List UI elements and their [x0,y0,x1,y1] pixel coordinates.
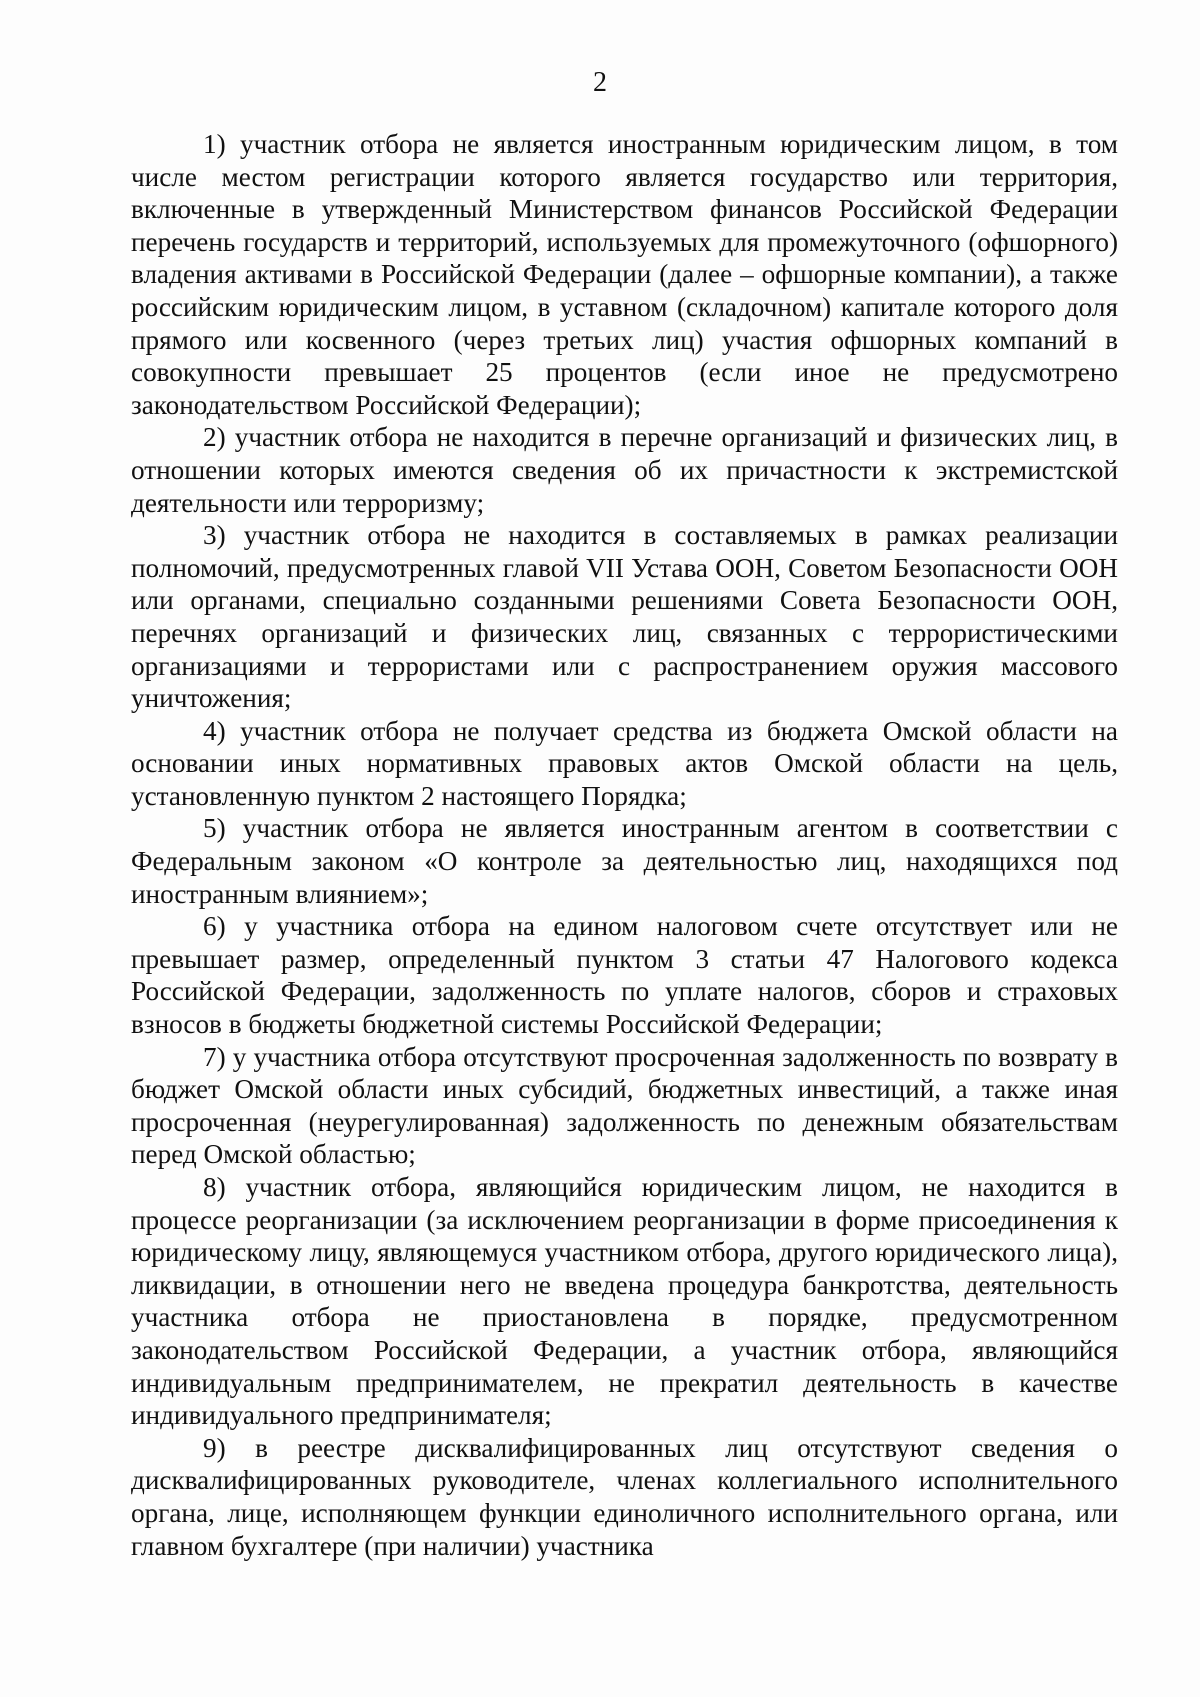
paragraph-item-2: 2) участник отбора не находится в перечне организаций и физических лиц, в отношении которых имеются сведения об их причастности к экстремистской деятельности или терроризму; [131,422,1118,518]
paragraph-item-5: 5) участник отбора не является иностранным агентом в соответствии с Федеральным законом «О контроле за деятельностью лиц, находящихся под иностранным влиянием»; [131,813,1118,909]
paragraph-item-4: 4) участник отбора не получает средства из бюджета Омской области на основании иных нормативных правовых актов Омской области на цель, установленную пунктом 2 настоящего Порядка; [131,715,1118,811]
page-number: 2 [593,67,607,98]
paragraph-item-6: 6) у участника отбора на едином налоговом счете отсутствует или не превышает размер, определенный пунктом 3 статьи 47 Налогового кодекса Российской Федерации, задолженность по уплате налогов, сборов и страховых взносов в бюджеты бюджетной системы Российской Федерации; [131,911,1118,1040]
paragraph-item-9: 9) в реестре дисквалифицированных лиц отсутствуют сведения о дисквалифицированных руководителе, членах коллегиального исполнительного органа, лице, исполняющем функции единоличного исполнительного органа, или главном бухгалтере (при наличии) участника [131,1432,1118,1561]
paragraph-item-1: 1) участник отбора не является иностранным юридическим лицом, в том числе местом регистрации которого является государство или территория, включенные в утвержденный Министерством финансов Российской Федерации перечень государств и территорий, используемых для промежуточного (офшорного) владения активами в Российской Федерации (далее – офшорные компании), а также российским юридическим лицом, в уставном (складочном) капитале которого доля прямого или косвенного (через третьих лиц) участия офшорных компаний в совокупности превышает 25 процентов (если иное не предусмотрено законодательством Российской Федерации); [131,129,1118,420]
paragraph-item-8: 8) участник отбора, являющийся юридическим лицом, не находится в процессе реорганизации (за исключением реорганизации в форме присоединения к юридическому лицу, являющемуся участником отбора, другого юридического лица), ликвидации, в отношении него не введена процедура банкротства, деятельность участника отбора не приостановлена в порядке, предусмотренном законодательством Российской Федерации, а участник отбора, являющийся индивидуальным предпринимателем, не прекратил деятельность в качестве индивидуального предпринимателя; [131,1172,1118,1431]
paragraph-item-3: 3) участник отбора не находится в составляемых в рамках реализации полномочий, предусмотренных главой VII Устава ООН, Советом Безопасности ООН или органами, специально созданными решениями Совета Безопасности ООН, перечнях организаций и физических лиц, связанных с террористическими организациями и террористами или с распространением оружия массового уничтожения; [131,520,1118,714]
paragraph-item-7: 7) у участника отбора отсутствуют просроченная задолженность по возврату в бюджет Омской области иных субсидий, бюджетных инвестиций, а также иная просроченная (неурегулированная) задолженность по денежным обязательствам перед Омской областью; [131,1041,1118,1170]
document-body [131,128,1118,1562]
